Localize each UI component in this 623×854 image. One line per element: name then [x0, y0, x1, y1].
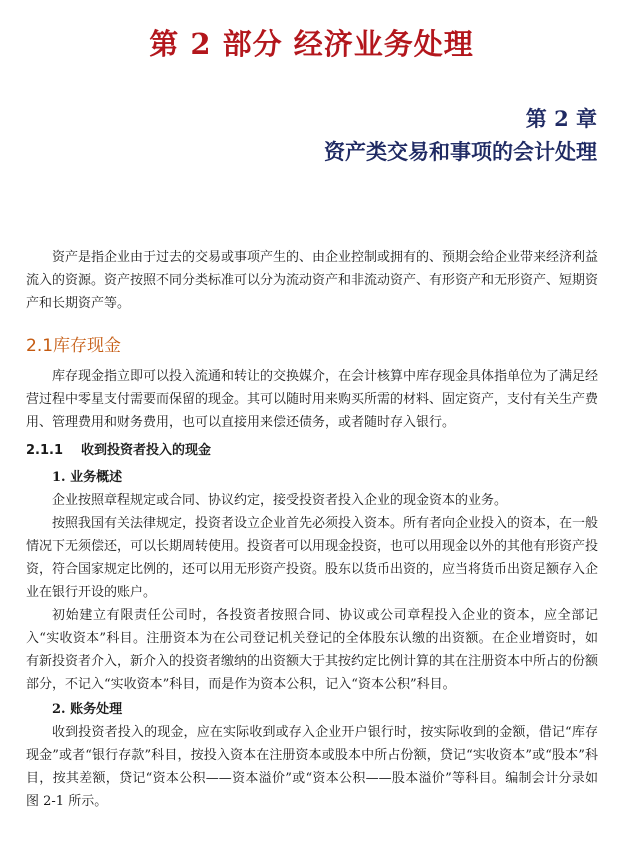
overview-paragraph-3: 初始建立有限责任公司时，各投资者按照合同、协议或公司章程投入企业的资本，应全部记入“实收资本”科目。注册资本为在公司登记机关登记的全体股东认缴的出资额。在企业增资时，如有新投资者介入，新介入的投资者缴纳的出资额大于其按约定比例计算的其在注册资本中所占的份额部分，不记入“实收资本”科目，而是作为资本公积，记入“资本公积”科目。 [26, 608, 599, 692]
accounting-heading: 2. 账务处理 [52, 702, 123, 717]
subsection-number: 2.1.1 [26, 443, 64, 458]
section-heading-2-1: 2.1库存现金 [26, 336, 122, 356]
subsection-title: 收到投资者投入的现金 [81, 443, 212, 458]
document-body [26, 246, 598, 813]
part-title: 第 2 部分 经济业务处理 [149, 27, 474, 61]
overview-heading: 1. 业务概述 [52, 470, 123, 485]
overview-paragraph-1: 企业按照章程规定或合同、协议约定，接受投资者投入企业的现金资本的业务。 [52, 493, 508, 508]
overview-paragraph-2: 按照我国有关法律规定，投资者设立企业首先必须投入资本。所有者向企业投入的资本，在一般情况下无须偿还，可以长期周转使用。投资者可以用现金投资，也可以用现金以外的其他有形资产投资，符合国家规定比例的，还可以用无形资产投资。股东以货币出资的，应当将货币出资足额存入企业在银行开设的账户。 [26, 516, 599, 600]
accounting-paragraph: 收到投资者投入的现金，应在实际收到或存入企业开户银行时，按实际收到的金额，借记“库存现金”或者“银行存款”科目，按投入资本在注册资本或股本中所占份额，贷记“实收资本”或“股本”科目，按其差额，贷记“资本公积——资本溢价”或“资本公积——股本溢价”等科目。编制会计分录如图 2-1 所示。 [26, 725, 598, 809]
chapter-title: 资产类交易和事项的会计处理 [324, 139, 597, 164]
chapter-number: 第 2 章 [525, 106, 597, 131]
subsection-heading-2-1-1 [26, 440, 598, 462]
section-2-1-paragraph: 库存现金指立即可以投入流通和转让的交换媒介，在会计核算中库存现金具体指单位为了满足经营过程中零星支付需要而保留的现金。其可以随时用来购买所需的材料、固定资产，支付有关生产费用、管理费用和财务费用，也可以直接用来偿还债务，或者随时存入银行。 [26, 369, 599, 430]
chapter-heading [324, 104, 597, 168]
intro-paragraph: 资产是指企业由于过去的交易或事项产生的、由企业控制或拥有的、预期会给企业带来经济利益流入的资源。资产按照不同分类标准可以分为流动资产和非流动资产、有形资产和无形资产、短期资产和长期资产等。 [26, 250, 599, 311]
